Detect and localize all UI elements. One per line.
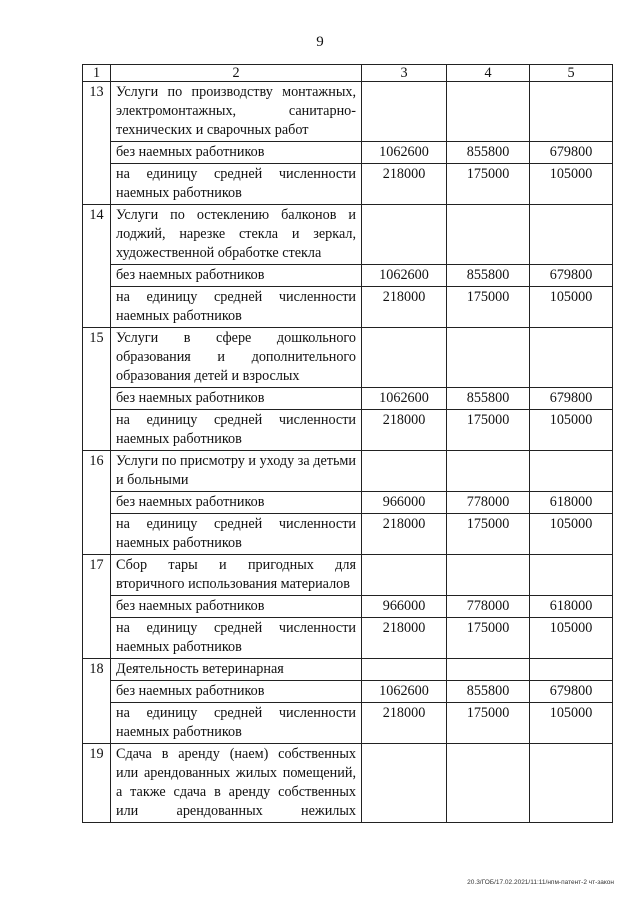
page-number: 9 [316,34,324,50]
service-title: Услуги в сфере дошкольного образования и дополнительного образования детей и взрослых [111,328,362,388]
value-cell: 855800 [447,142,530,164]
table-row [83,596,613,618]
empty-value-cell [362,744,447,823]
value-cell: 218000 [362,287,447,328]
empty-value-cell [362,82,447,142]
value-cell: 679800 [530,265,613,287]
value-cell: 966000 [362,492,447,514]
value-cell: 175000 [447,703,530,744]
value-cell: 679800 [530,142,613,164]
service-title-row [83,451,613,492]
service-title: Деятельность ветеринарная [111,659,362,681]
empty-value-cell [530,744,613,823]
empty-value-cell [530,451,613,492]
rates-table-body [83,65,613,823]
table-row [83,265,613,287]
service-title: Сдача в аренду (наем) собственных или арендованных жилых помещений, а также сдача в аренду собственных или арендованных нежилых [111,744,362,823]
empty-value-cell [530,555,613,596]
empty-value-cell [362,451,447,492]
service-number: 13 [83,82,111,205]
value-cell: 105000 [530,618,613,659]
service-title: Сбор тары и пригодных для вторичного использования материалов [111,555,362,596]
column-header-1: 1 [83,65,111,82]
empty-value-cell [447,451,530,492]
empty-value-cell [530,82,613,142]
value-cell: 1062600 [362,142,447,164]
service-number: 16 [83,451,111,555]
value-cell: 1062600 [362,681,447,703]
table-row [83,492,613,514]
table-row [83,388,613,410]
value-cell: 105000 [530,514,613,555]
rates-table [82,64,613,823]
value-cell: 778000 [447,492,530,514]
empty-value-cell [362,328,447,388]
empty-value-cell [362,205,447,265]
service-title-row [83,82,613,142]
table-row [83,164,613,205]
service-title-row [83,328,613,388]
service-number: 15 [83,328,111,451]
row-label: без наемных работников [111,492,362,514]
value-cell: 618000 [530,596,613,618]
empty-value-cell [530,205,613,265]
value-cell: 105000 [530,164,613,205]
empty-value-cell [447,555,530,596]
service-title-row [83,205,613,265]
value-cell: 966000 [362,596,447,618]
row-label: на единицу средней численности наемных работников [111,618,362,659]
service-number: 17 [83,555,111,659]
empty-value-cell [530,328,613,388]
value-cell: 105000 [530,287,613,328]
column-header-3: 3 [362,65,447,82]
table-row [83,681,613,703]
empty-value-cell [447,205,530,265]
table-row [83,514,613,555]
empty-value-cell [362,659,447,681]
table-row [83,618,613,659]
document-footer: 20.3/ГОБ/17.02.2021/11:11/нпм-патент-2 чт-закон [467,879,614,886]
value-cell: 855800 [447,681,530,703]
service-title: Услуги по присмотру и уходу за детьми и больными [111,451,362,492]
row-label: на единицу средней численности наемных работников [111,703,362,744]
header-row [83,65,613,82]
value-cell: 175000 [447,410,530,451]
row-label: без наемных работников [111,388,362,410]
value-cell: 218000 [362,618,447,659]
row-label: на единицу средней численности наемных работников [111,164,362,205]
service-title-row [83,659,613,681]
value-cell: 679800 [530,388,613,410]
service-number: 18 [83,659,111,744]
value-cell: 218000 [362,410,447,451]
empty-value-cell [447,82,530,142]
empty-value-cell [447,744,530,823]
table-row [83,287,613,328]
value-cell: 175000 [447,514,530,555]
value-cell: 105000 [530,703,613,744]
row-label: без наемных работников [111,142,362,164]
row-label: на единицу средней численности наемных работников [111,410,362,451]
table-row [83,410,613,451]
empty-value-cell [530,659,613,681]
value-cell: 679800 [530,681,613,703]
empty-value-cell [447,659,530,681]
column-header-4: 4 [447,65,530,82]
service-number: 19 [83,744,111,823]
table-row [83,703,613,744]
value-cell: 855800 [447,388,530,410]
value-cell: 175000 [447,164,530,205]
table-row [83,142,613,164]
value-cell: 855800 [447,265,530,287]
row-label: без наемных работников [111,265,362,287]
value-cell: 218000 [362,703,447,744]
column-header-2: 2 [111,65,362,82]
service-title: Услуги по остеклению балконов и лоджий, нарезке стекла и зеркал, художественной обработке стекла [111,205,362,265]
service-number: 14 [83,205,111,328]
value-cell: 175000 [447,618,530,659]
service-title-row [83,744,613,823]
row-label: на единицу средней численности наемных работников [111,287,362,328]
value-cell: 218000 [362,164,447,205]
value-cell: 105000 [530,410,613,451]
value-cell: 618000 [530,492,613,514]
service-title: Услуги по производству монтажных, электромонтажных, санитарно-технических и сварочных работ [111,82,362,142]
empty-value-cell [447,328,530,388]
value-cell: 1062600 [362,265,447,287]
service-title-row [83,555,613,596]
value-cell: 218000 [362,514,447,555]
empty-value-cell [362,555,447,596]
value-cell: 175000 [447,287,530,328]
value-cell: 778000 [447,596,530,618]
row-label: без наемных работников [111,596,362,618]
row-label: на единицу средней численности наемных работников [111,514,362,555]
row-label: без наемных работников [111,681,362,703]
value-cell: 1062600 [362,388,447,410]
column-header-5: 5 [530,65,613,82]
